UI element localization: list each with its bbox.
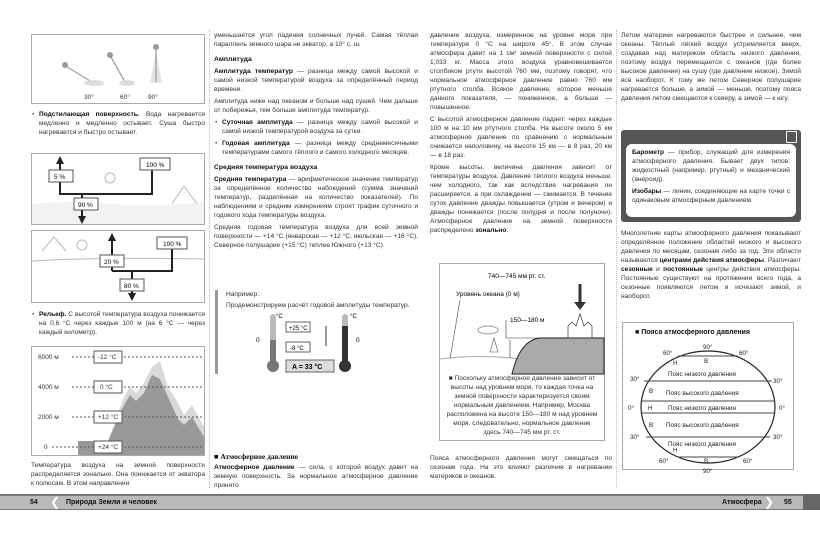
height-label: 2000 м — [38, 414, 59, 421]
land-heating-figure — [31, 230, 205, 303]
lat-label: 90° — [703, 344, 713, 351]
moscow-pressure-figure — [439, 263, 605, 441]
glossary-box — [621, 130, 801, 222]
lat-label: 60° — [743, 458, 753, 465]
belt-label-low: Пояс низкого давления — [668, 371, 736, 378]
temp-label: +12 °С — [98, 414, 119, 421]
section-title-left: Природа Земли и человек — [66, 499, 157, 506]
page-footer — [0, 494, 820, 510]
notebook-icon — [786, 131, 797, 143]
definition-mean: Средняя температура — арифметическое значение температур за определённое количество наблюдений (сумма значений температур, разделённая на количество показателей). По наблюдениям и средним измерениям строят график суточного и годового хода температуры воздуха. — [214, 176, 418, 219]
example-text: Продемонстрируем расчёт годовой амплитуды температур. — [226, 302, 410, 309]
heading-pressure: ■ Атмосферное давление — [214, 452, 299, 461]
sun-angle-figure — [31, 34, 205, 104]
glossary-barometer: Барометр — прибор, служащий для измерения атмосферного давления. Бывает двух типов: жидкостный (например, ртутный) и механический (анероид). — [632, 149, 790, 183]
bullet-relief: • Рельеф. С высотой температура воздуха понижается на 0,6 °С через каждые 100 м (на 6 °С — через каждый километр). — [31, 310, 205, 337]
angle-label: 60° — [120, 94, 130, 101]
figure-caption: ■ Поскольку атмосферное давление зависит от высоты над уровнем моря, то каждая точка на земной поверхности характеризуется своим нормальным давлением. Например, Москва расположена на высоте 150—180 м над уровнем моря, следовательно, нормальное давление здесь 740—745 мм рт. ст. — [446, 375, 598, 436]
zero-label: 0 — [356, 337, 360, 344]
belt-marker: В — [704, 358, 709, 365]
lat-label: 60° — [663, 350, 673, 357]
glossary-isobars: Изобары — линии, соединяющие на карте точки с одинаковым атмосферным давлением. — [632, 188, 790, 204]
example-label: Например: — [226, 291, 260, 298]
belt-marker: Н — [648, 405, 653, 412]
height-label: 0 — [44, 444, 48, 451]
section-title-right: Атмосфера — [722, 499, 762, 506]
temp-label: 0 °С — [100, 384, 113, 391]
unit-label: °С — [350, 314, 357, 320]
ocean-level-label: Уровень океана (0 м) — [456, 291, 520, 298]
belt-label-low: Пояс низкого давления — [668, 441, 736, 448]
definition-amplitude: Амплитуда температур — разница между самой высокой и самой низкой температурой воздуха за определённый период времени. — [214, 68, 418, 93]
paragraph: Пояса атмосферного давления могут смещаться по сезонам года. На это влияют различия в нагревании материков и океанов. — [430, 455, 612, 480]
chevron-right-icon: ❯ — [764, 495, 775, 509]
belt-label-low: Пояс низкого давления — [668, 405, 736, 412]
paragraph: Кроме высоты, величина давления зависит от температуры воздуха. Давление тёплого воздуха меньше, чем холодного, так как вследствие нагревания он расширяется, а при охлаждении — сжимается. В течение суток давление дважды повышается (утром и вечером) и дважды понижается (после полудня и после полуночи). Атмосферное давление на земной поверхности распределено зонально. — [430, 164, 612, 234]
paragraph-zonal: Температура воздуха на земной поверхности распределяется зонально. Она понижается от экватора к полюсам. В этом направлении — [31, 462, 205, 487]
height-label: 4000 м — [38, 384, 59, 391]
water-heating-figure — [31, 153, 205, 225]
belt-label-high: Пояс высокого давления — [666, 422, 739, 429]
lat-label: 90° — [703, 468, 713, 475]
belt-marker: В — [704, 458, 709, 465]
percent-label: 100 % — [163, 241, 182, 248]
lat-label: 30° — [773, 378, 783, 385]
temp-label: +24 °С — [98, 444, 119, 451]
bullet-underlying-surface: • Подстилающая поверхность. Вода нагревается медленно и медленно остывает. Суша быстро нагревается и быстро остывает. — [31, 110, 205, 137]
amplitude-result: A = 33 °С — [292, 364, 323, 371]
pressure-belts-figure — [622, 322, 794, 475]
lat-label: 0° — [628, 405, 635, 412]
chevron-left-icon: ❮ — [50, 495, 61, 509]
belt-marker: Н — [673, 360, 678, 367]
high-temp: +25 °С — [289, 326, 308, 332]
belt-marker: В — [649, 388, 654, 395]
example-block — [215, 290, 415, 374]
lat-label: 60° — [659, 458, 669, 465]
height-label: 150—180 м — [510, 317, 545, 324]
lat-label: 60° — [739, 350, 749, 357]
percent-label: 20 % — [104, 259, 119, 266]
belt-marker: В — [649, 422, 654, 429]
lat-label: 30° — [630, 376, 640, 383]
zero-label: 0 — [256, 337, 260, 344]
unit-label: °С — [276, 314, 283, 320]
thermometers-figure — [226, 312, 416, 374]
lat-label: 0° — [779, 405, 786, 412]
page-number-left: 54 — [30, 499, 38, 506]
percent-label: 80 % — [124, 283, 139, 290]
paragraph: Амплитуда ниже над океаном и больше над сушей. Чем дальше от побережья, тем больше амплитуда температур. — [214, 98, 418, 114]
heading-amplitude: Амплитуда — [214, 56, 252, 63]
pressure-label: 740—745 мм рт. ст. — [488, 273, 546, 280]
paragraph: С высотой атмосферное давление падает: через каждые 100 м на 10 мм ртутного столба. На высоте около 5 км атмосферное давление по сравнению с нормальным снижается наполовину, на высоте 15 км — в 8 раз, 20 км — в 18 раз. — [430, 116, 612, 159]
angle-label: 90° — [148, 94, 158, 101]
paragraph: Средняя годовая температура воздуха для всей земной поверхности — +14 °С (январская — +12 °С, июльская — +16 °С). Северное полушарие (+15 °С) теплее Южного (+13 °С). — [214, 224, 418, 249]
belts-title: ■ Пояса атмосферного давления — [635, 329, 750, 336]
lat-label: 30° — [773, 434, 783, 441]
lat-label: 30° — [630, 434, 640, 441]
column-divider — [209, 30, 210, 488]
belt-label-high: Пояс высокого давления — [666, 390, 739, 397]
definition-pressure: Атмосферное давление — сила, с которой воздух давит на земную поверхность. За нормальное атмосферное давление принято — [214, 464, 418, 489]
page-number-right: 55 — [784, 499, 792, 506]
paragraph: Летом материки нагреваются быстрее и сильнее, чем океаны. Тёплый лёгкий воздух устремляется вверх, создавая над материком область низкого давления, поэтому воздух перемещается с океанов (где более высокое давление) на сушу (где давление низкое). Зимой всё наоборот. К тому же летом Северное полушарие нагревается больше, а зимой — меньше, поэтому пояса давления летом смещаются к северу, а зимой — к югу. — [621, 32, 801, 102]
belt-marker: Н — [673, 447, 678, 454]
column-divider — [616, 30, 617, 488]
percent-label: 5 % — [54, 174, 66, 181]
paragraph: давление воздуха, измеренное на уровне моря при температуре 0 °С на широте 45°. В этом случае атмосфера давит на 1 см² земной поверхности с силой 1,033 кг. Масса этого воздуха уравновешивается столбиком ртути высотой 760 мм, поэтому говорят, что нормальное атмосферное давление равно 760 мм ртутного столба. Всякое давление, которое меньше данного показателя, — пониженное, а больше — повышенное. — [430, 32, 612, 111]
height-label: 6000 м — [38, 354, 59, 361]
percent-label: 100 % — [146, 162, 165, 169]
low-temp: -8 °С — [290, 346, 304, 352]
percent-label: 90 % — [78, 202, 93, 209]
heading-mean-temperature: Средняя температура воздуха — [214, 164, 318, 171]
temp-label: -12 °С — [98, 354, 117, 361]
paragraph-centers: Многолетние карты атмосферного давления показывают определённое положение областей низкого и высокого давления по месяцам, сезонам либо за год. Эти области называются центрами действия атмосферы. Различают сезонные и постоянные центры действия атмосферы. Постоянные существуют на протяжении всего года, а сезонные появляются летом и исчезают зимой, и наоборот. — [621, 230, 801, 300]
angle-label: 30° — [84, 94, 94, 101]
paragraph: уменьшается угол падения солнечных лучей. Самая тёплая параллель земного шара не экватор, а 10° с. ш. — [214, 32, 418, 48]
bullet-daily-amplitude: • Суточная амплитуда — разница между самой высокой и самой низкой температурой воздуха за сутки. — [214, 118, 418, 136]
bullet-annual-amplitude: • Годовая амплитуда — разница между среднемесячными температурами самого тёплого и самого холодного месяцев. — [214, 139, 418, 157]
relief-temperature-chart — [31, 346, 205, 456]
